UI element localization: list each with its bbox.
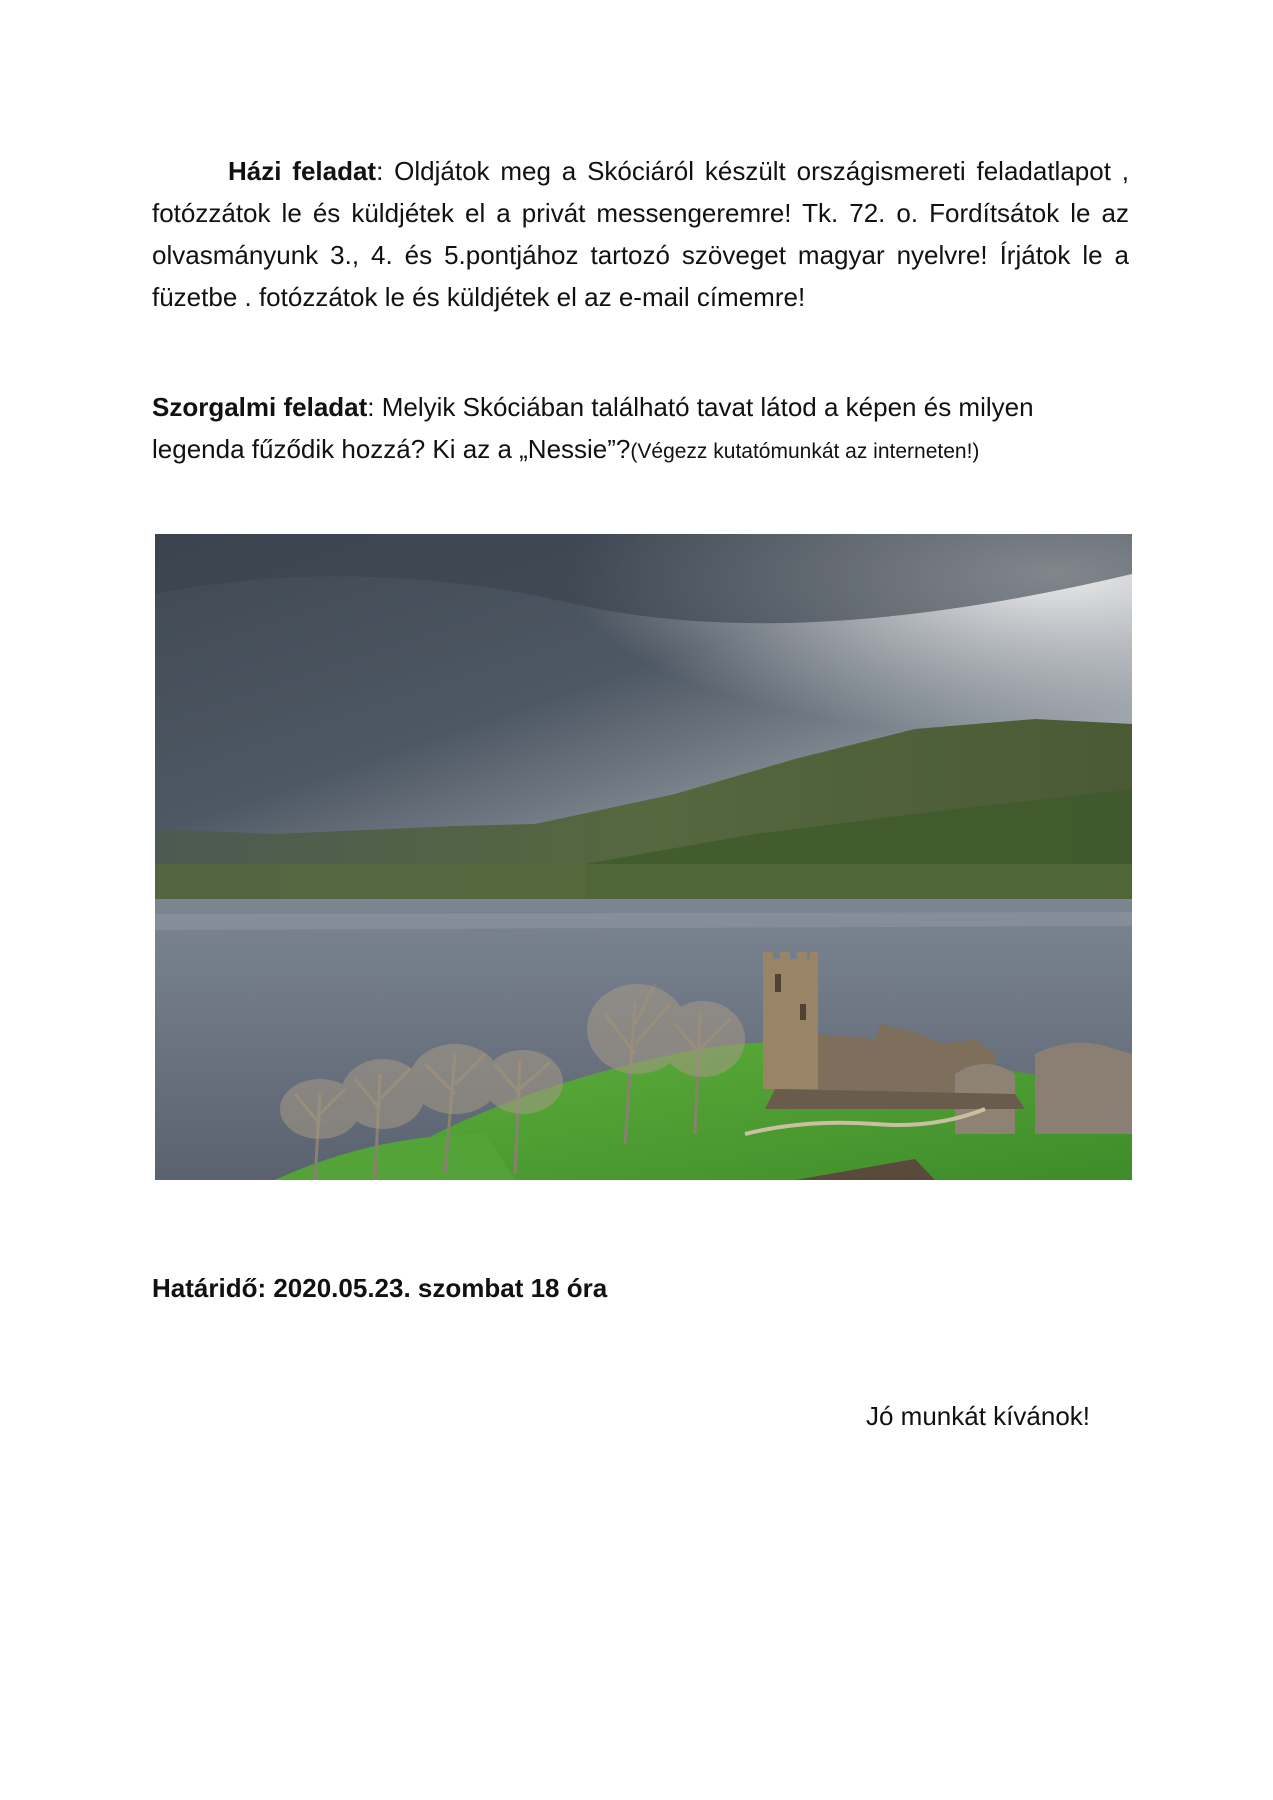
closing-greeting: Jó munkát kívánok! <box>866 1401 1090 1431</box>
homework-paragraph <box>152 150 1129 318</box>
deadline: Határidő: 2020.05.23. szombat 18 óra <box>152 1273 608 1303</box>
homework-separator: : <box>376 156 384 186</box>
homework-text: Oldjátok meg a Skóciáról készült országismereti feladatlapot , fotózzátok le és küldjétek el a privát messengeremre! Tk. 72. o. Fordítsátok le az olvasmányunk 3., 4. és 5.pontjához tartozó szöveget magyar nyelvre! Írjátok le a füzetbe . fotózzátok le és küldjétek el az e-mail címemre! <box>152 156 1129 312</box>
extra-task-separator: : <box>367 392 375 422</box>
loch-ness-castle-photo <box>155 534 1132 1180</box>
extra-task-paragraph <box>152 386 1112 473</box>
extra-task-label: Szorgalmi feladat <box>152 392 368 422</box>
homework-label: Házi feladat <box>228 156 377 186</box>
extra-task-note: (Végezz kutatómunkát az interneten!) <box>630 440 980 463</box>
extra-task-text: Melyik Skóciában található tavat látod a képen és milyen legenda fűződik hozzá? Ki az a „Nessie”? <box>152 392 1034 464</box>
